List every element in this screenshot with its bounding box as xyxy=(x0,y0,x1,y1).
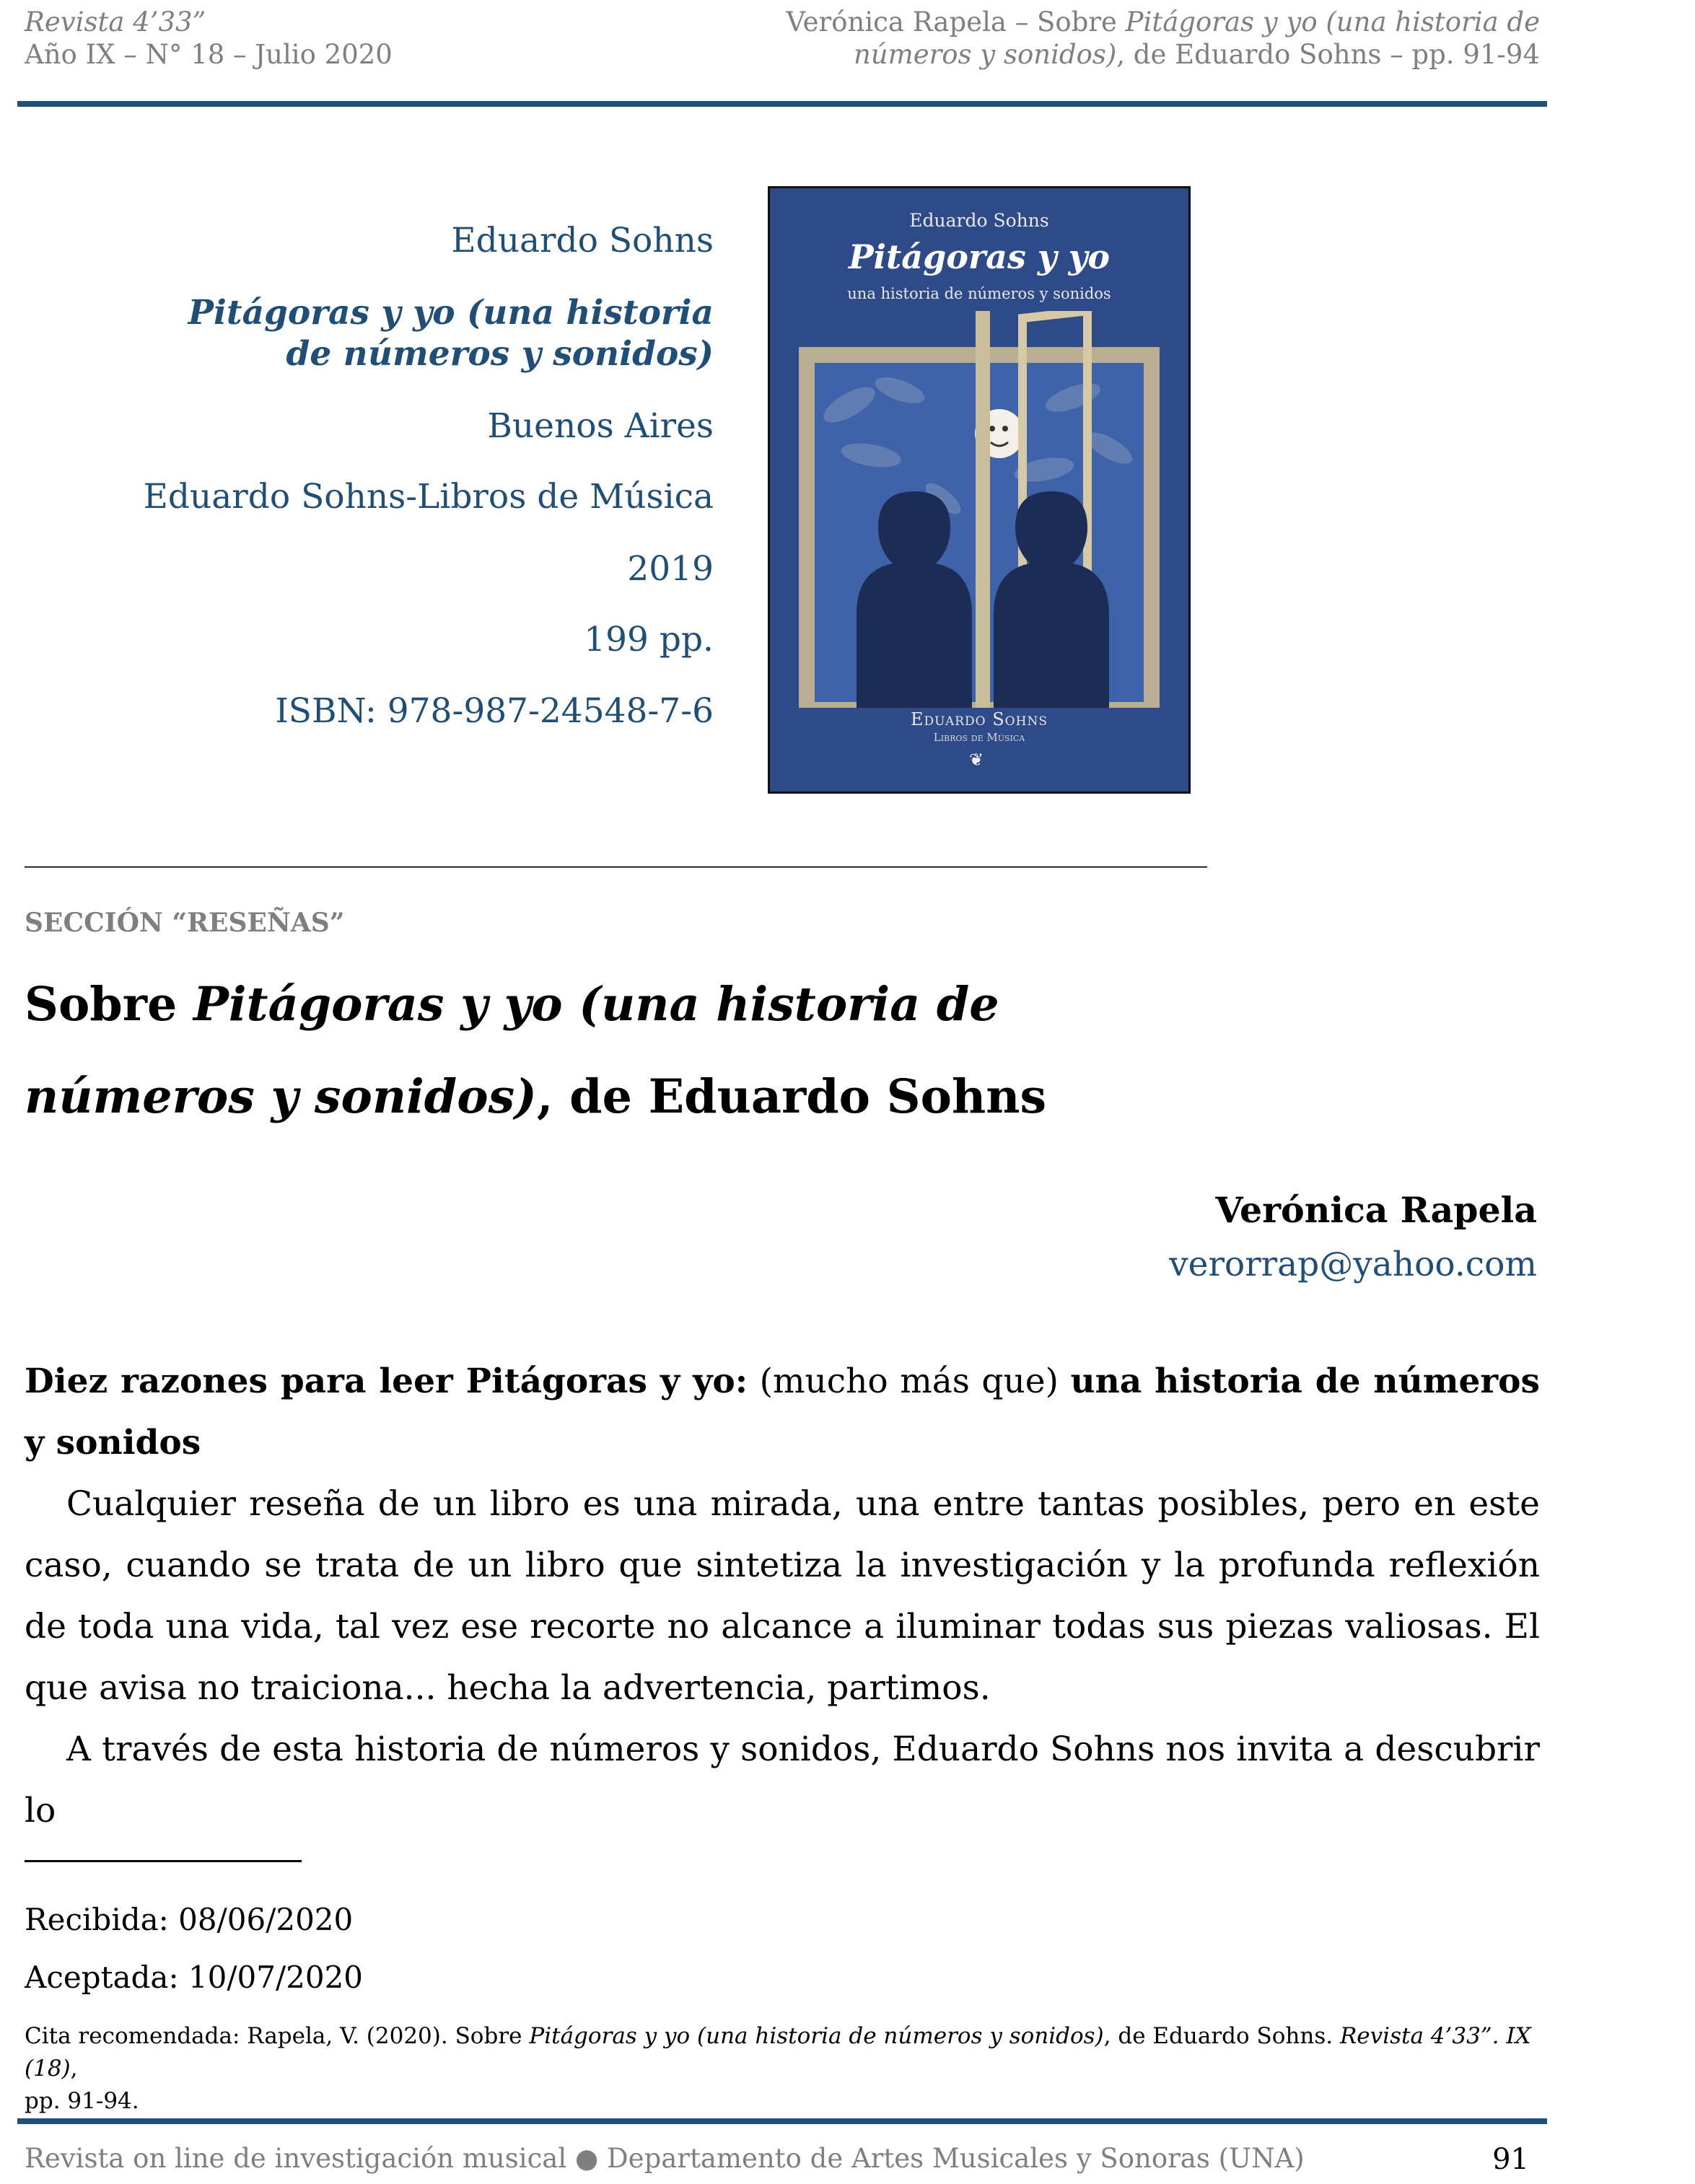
cite-journal: Revista 4’33”. IX (18) xyxy=(25,2023,1531,2082)
publisher-logo-icon: ❦ xyxy=(969,750,984,770)
book-title-line-2: de números y sonidos) xyxy=(286,334,714,374)
header-title-1: Pitágoras y yo (una historia de xyxy=(1125,6,1540,38)
window-mullion xyxy=(976,311,990,708)
accepted-date: Aceptada: 10/07/2020 xyxy=(25,1960,364,1995)
book-title-line-1: Pitágoras y yo (una historia xyxy=(188,293,714,333)
author-email-link[interactable]: verorrap@yahoo.com xyxy=(1169,1245,1537,1284)
cover-publisher-1: Eduardo Sohns xyxy=(911,709,1048,729)
header-title-2: números y sonidos) xyxy=(853,39,1117,70)
header-pages: , de Eduardo Sohns – pp. 91-94 xyxy=(1116,39,1540,70)
book-pages: 199 pp. xyxy=(584,620,714,659)
book-year: 2019 xyxy=(627,549,714,589)
article-body xyxy=(25,1351,1540,1841)
separator-line: ______________________________________________________________________________ xyxy=(25,831,1206,868)
cover-publisher-2: Libros de Música xyxy=(933,731,1025,744)
book-author: Eduardo Sohns xyxy=(451,221,714,260)
title-italic-1: Pitágoras y yo (una historia de xyxy=(193,977,999,1032)
author-name: Verónica Rapela xyxy=(1215,1189,1537,1231)
cite-prefix: Cita recomendada: Rapela, V. (2020). Sobre xyxy=(25,2023,530,2049)
lead-heading xyxy=(25,1351,1540,1473)
book-cover-image xyxy=(768,186,1191,794)
cover-author: Eduardo Sohns xyxy=(909,210,1049,231)
title-italic-2: números y sonidos) xyxy=(25,1069,537,1124)
book-city: Buenos Aires xyxy=(487,406,714,446)
running-header-right xyxy=(786,6,1540,71)
lead-bold-2: una historia de números y sonidos xyxy=(25,1361,1540,1462)
cover-subtitle: una historia de números y sonidos xyxy=(847,285,1111,302)
section-label: SECCIÓN “RESEÑAS” xyxy=(25,908,345,938)
header-author: Verónica Rapela – Sobre xyxy=(786,6,1126,38)
received-date: Recibida: 08/06/2020 xyxy=(25,1902,354,1937)
cite-pages: pp. 91-94. xyxy=(25,2088,139,2114)
issue-info: Año IX – N° 18 – Julio 2020 xyxy=(25,39,393,70)
cite-mid: , de Eduardo Sohns. xyxy=(1103,2023,1340,2049)
cite-end: , xyxy=(70,2056,78,2082)
paragraph-1: Cualquier reseña de un libro es una mirada, una entre tantas posibles, pero en este caso, cuando se trata de un libro que sintetiza la investigación y la profunda reflexión de toda una vida, tal vez ese recorte no alcance a iluminar todas sus piezas valiosas. El que avisa no traiciona... hecha la advertencia, partimos. xyxy=(25,1484,1540,1708)
recommended-citation xyxy=(25,2020,1547,2118)
lead-normal: (mucho más que) xyxy=(748,1361,1071,1401)
cite-title: Pitágoras y yo (una historia de números y sonidos) xyxy=(529,2023,1104,2049)
paragraph-2: A través de esta historia de números y sonidos, Eduardo Sohns nos invita a descubrir lo xyxy=(25,1729,1540,1830)
lead-bold-1: Diez razones para leer Pitágoras y yo: xyxy=(25,1361,748,1401)
cover-illustration xyxy=(770,311,1188,715)
header-rule xyxy=(17,101,1547,107)
page-number: 91 xyxy=(1492,2143,1529,2176)
article-title xyxy=(25,958,1554,1143)
running-header-left xyxy=(25,6,393,71)
title-suffix: , de Eduardo Sohns xyxy=(536,1069,1047,1124)
footnote-rule xyxy=(25,1860,302,1862)
book-publisher: Eduardo Sohns-Libros de Música xyxy=(143,477,714,517)
footer-text: Revista on line de investigación musical ● Departamento de Artes Musicales y Sonoras (UNA) xyxy=(25,2143,1305,2174)
journal-name: Revista 4’33” xyxy=(25,6,206,38)
cover-title: Pitágoras y yo xyxy=(848,237,1111,276)
book-isbn: ISBN: 978-987-24548-7-6 xyxy=(275,691,714,731)
footer-rule xyxy=(17,2118,1547,2124)
title-prefix: Sobre xyxy=(25,977,193,1032)
